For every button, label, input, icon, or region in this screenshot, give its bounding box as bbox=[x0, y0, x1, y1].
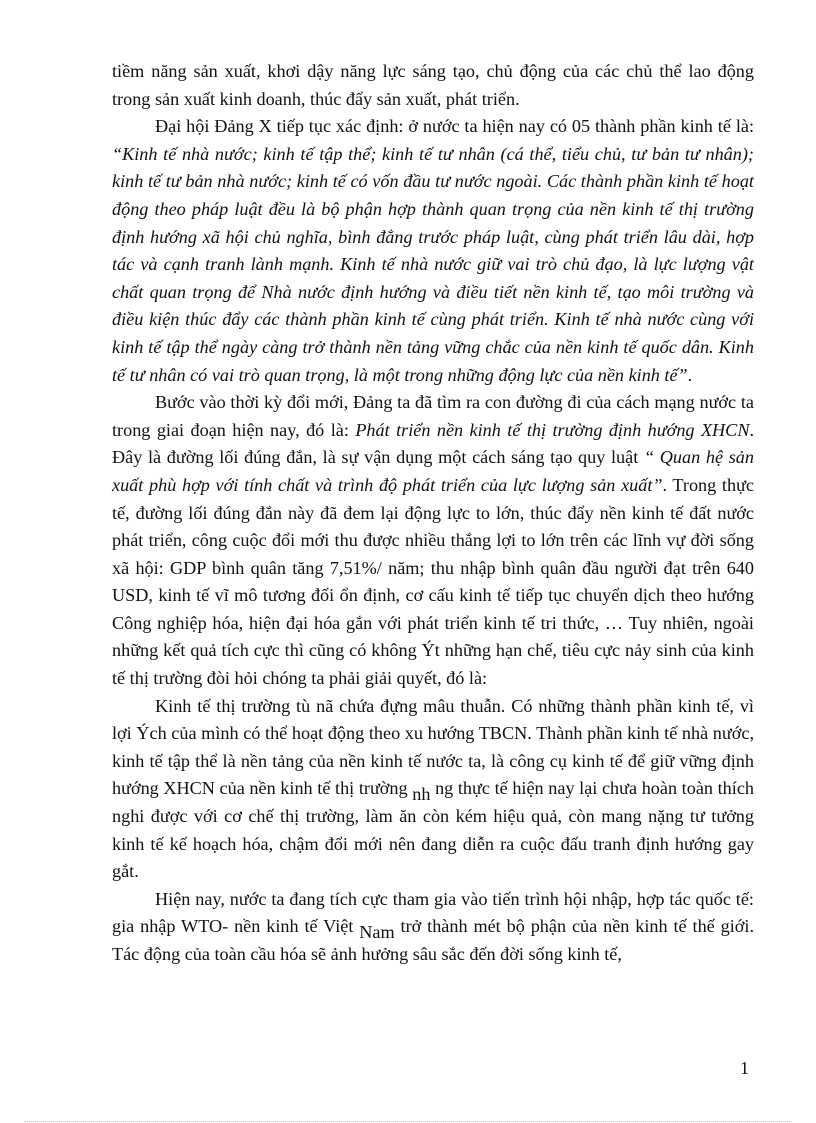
paragraph-3-c: . Đây là đường lối đúng đắn, là sự vận dụng một cách sáng tạo quy luật bbox=[112, 419, 754, 468]
paragraph-3-e: . Trong thực tế, đường lối đúng đắn này đã đem lại động lực to lớn, thúc đẩy nền kinh tế đất nước phát triển, công cuộc đổi mới thu được nhiều thắng lợi to lớn trên các lĩnh vự đời sống xã hội: GDP bình quân tăng 7,51%/ năm; thu nhập bình quân đầu người đạt trên 640 USD, kinh tế vĩ mô tương đối ổn định, cơ cấu kinh tế tiếp tục chuyển dịch theo hướng Công nghiệp hóa, hiện đại hóa gắn với phát triển kinh tế tri thức, … Tuy nhiên, ngoài những kết quả tích cực thì cũng có không Ýt những hạn chế, tiêu cực nảy sinh của kinh tế thị trường đòi hỏi chóng ta phải giải quyết, đó là: bbox=[112, 474, 754, 689]
page-divider bbox=[24, 1121, 792, 1122]
body-text bbox=[112, 58, 754, 969]
paragraph-5-b: trở thành mét bộ phận của nền kinh tế thế giới. Tác động của toàn cầu hóa sẽ ảnh hưởng sâu sắc đến đời sống kinh tế, bbox=[112, 916, 754, 964]
paragraph-4-b: ng thực tế hiện nay lại chưa hoàn toàn thích nghi được với cơ chế thị trường, làm ăn còn kém hiệu quả, còn mang nặng tư tưởng kinh tế kế hoạch hóa, chậm đổi mới nên đang diễn ra cuộc đấu tranh định hướng gay gắt. bbox=[112, 778, 754, 882]
paragraph-1-text: tiềm năng sản xuất, khơi dậy năng lực sáng tạo, chủ động của các chủ thể lao động trong sản xuất kinh doanh, thúc đẩy sản xuất, phát triển. bbox=[112, 61, 754, 109]
paragraph-2-intro: Đại hội Đảng X tiếp tục xác định: ở nước ta hiện nay có 05 thành phần kinh tế là: bbox=[155, 116, 754, 137]
paragraph-4-subscript: nh bbox=[412, 784, 431, 805]
paragraph-3 bbox=[112, 389, 754, 693]
paragraph-1 bbox=[112, 58, 754, 113]
paragraph-5-subscript: Nam bbox=[359, 922, 395, 943]
paragraph-4-a: Kinh tế thị trường tù nã chứa đựng mâu thuẫn. Có những thành phần kinh tế, vì lợi Ých của mình có thể hoạt động theo xu hướng TBCN. Thành phần kinh tế nhà nước, kinh tế tập thể là nền tảng của nền kinh tế nước ta, là công cụ kinh tế để giữ vững định hướng XHCN của nền kinh tế thị trường bbox=[112, 695, 754, 799]
paragraph-5 bbox=[112, 886, 754, 969]
paragraph-3-a: Bước vào thời kỳ đổi mới, Đảng ta đã tìm ra con đường đi của cách mạng nước ta trong giai đoạn hiện nay, đó là: bbox=[112, 392, 754, 440]
paragraph-2 bbox=[112, 113, 754, 389]
paragraph-3-italic-2: “ Quan hệ sản xuất phù hợp với tính chất và trình độ phát triển của lực lượng sản xuất” bbox=[112, 447, 754, 495]
page-number: 1 bbox=[740, 1058, 749, 1078]
paragraph-2-end: . bbox=[687, 364, 693, 385]
paragraph-3-italic-1: Phát triển nền kinh tế thị trường định hướng XHCN bbox=[355, 419, 750, 440]
paragraph-4 bbox=[112, 693, 754, 886]
paragraph-5-a: Hiện nay, nước ta đang tích cực tham gia vào tiến trình hội nhập, hợp tác quốc tế: gia nhập WTO- nền kinh tế Việt bbox=[112, 888, 754, 937]
paragraph-2-quote: “Kinh tế nhà nước; kinh tế tập thể; kinh tế tư nhân (cá thể, tiểu chủ, tư bản tư nhân); kinh tế tư bản nhà nước; kinh tế có vốn đầu tư nước ngoài. Các thành phần kinh tế hoạt động theo pháp luật đều là bộ phận hợp thành quan trọng của nền kinh tế thị trường định hướng xã hội chủ nghĩa, bình đẳng trước pháp luật, cùng phát triển lâu dài, hợp tác và cạnh tranh lành mạnh. Kinh tế nhà nước giữ vai trò chủ đạo, là lực lượng vật chất quan trọng để Nhà nước định hướng và điều tiết nền kinh tế, tạo môi trường và điều kiện thúc đẩy các thành phần kinh tế cùng phát triển. Kinh tế nhà nước cùng với kinh tế tập thể ngày càng trở thành nền tảng vững chắc của nền kinh tế quốc dân. Kinh tế tư nhân có vai trò quan trọng, là một trong những động lực của nền kinh tế” bbox=[112, 143, 754, 385]
